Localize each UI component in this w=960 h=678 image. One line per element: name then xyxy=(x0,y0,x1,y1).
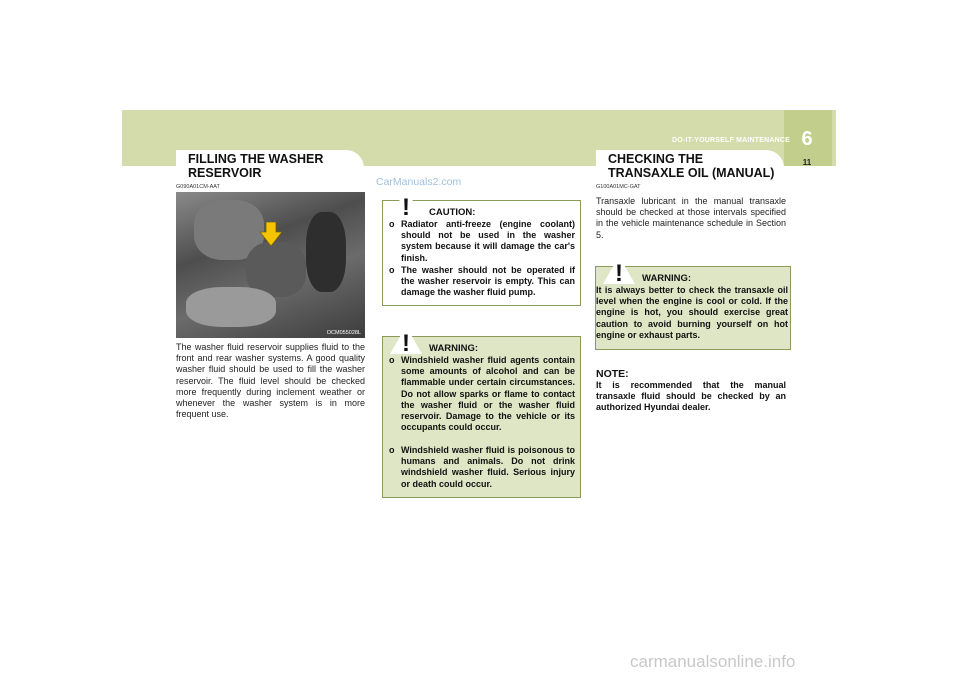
hose-shape xyxy=(306,212,346,292)
warning-triangle-icon xyxy=(602,255,636,285)
right-reference-code: G100A01MC-GAT xyxy=(596,184,641,190)
warning-item-2 xyxy=(389,445,575,491)
left-reference-code: G090A01CM-AAT xyxy=(176,184,220,190)
left-section-title xyxy=(188,152,323,180)
washer-warning-box xyxy=(382,330,581,498)
caution-item-text: The washer should not be operated if the washer reservoir is empty. This can damage the washer fluid pump. xyxy=(401,265,575,298)
warning-triangle-icon xyxy=(389,189,423,219)
right-section-title xyxy=(608,152,774,180)
note-text: It is recommended that the manual transaxle fluid should be checked by an authorized Hyundai dealer. xyxy=(596,380,786,413)
warning-item-text: Windshield washer fluid is poisonous to humans and animals. Do not drink windshield washer fluid. Serious injury or death could occur. xyxy=(401,445,575,489)
body-panel-shape xyxy=(186,287,276,327)
warning-title: WARNING: xyxy=(429,343,479,354)
transaxle-warning-text: It is always better to check the transaxle oil level when the engine is cool or cold. If the engine is hot, you should exercise great caution to avoid burning yourself on hot engine or exhaust parts. xyxy=(596,285,788,340)
bullet: o xyxy=(389,445,395,455)
svg-text:!: ! xyxy=(402,330,410,355)
caution-title: CAUTION: xyxy=(429,207,476,218)
warning-item-1 xyxy=(389,355,575,445)
washer-reservoir-photo xyxy=(176,192,365,338)
transaxle-warning-title: WARNING: xyxy=(642,273,692,284)
warning-triangle-icon xyxy=(389,325,423,355)
svg-text:!: ! xyxy=(402,194,410,219)
caution-item-2 xyxy=(389,265,575,299)
warning-item-text: Windshield washer fluid agents contain some amounts of alcohol and can be flammable under certain circumstances. Do not allow sparks or flame to contact the washer fluid or the washer fluid reservoir. Damage to the vehicle or its occupants could occur. xyxy=(401,355,575,433)
page-number: 11 xyxy=(802,158,812,167)
image-caption: OCM055028L xyxy=(326,330,361,336)
transaxle-warning-box xyxy=(595,260,791,350)
caution-item-1 xyxy=(389,219,575,263)
section-number: 6 xyxy=(801,128,813,150)
bullet: o xyxy=(389,219,395,229)
right-body-text: Transaxle lubricant in the manual transaxle should be checked at those intervals specified in the vehicle maintenance schedule in Section 5. xyxy=(596,196,786,240)
footer-watermark: carmanualsonline.info xyxy=(630,652,796,671)
section-header-title: DO-IT-YOURSELF MAINTENANCE xyxy=(672,137,790,144)
bullet: o xyxy=(389,265,395,275)
bullet: o xyxy=(389,355,395,365)
arrow-down-icon xyxy=(260,222,282,246)
note-label: NOTE: xyxy=(596,368,629,380)
caution-box xyxy=(382,194,581,306)
left-title-line-1: FILLING THE WASHER xyxy=(188,152,324,166)
svg-text:!: ! xyxy=(615,260,623,285)
right-title-line-1: CHECKING THE xyxy=(608,152,704,166)
caution-item-text: Radiator anti-freeze (engine coolant) should not be used in the washer system because it will damage the car's finish. xyxy=(401,219,575,263)
left-body-text: The washer fluid reservoir supplies fluid to the front and rear washer systems. A good quality washer fluid should be used to fill the washer reservoir. The fluid level should be checked more frequently during inclement weather or whenever the washer system is in more frequent use. xyxy=(176,342,365,420)
left-title-line-2: RESERVOIR xyxy=(188,166,262,180)
right-title-line-2: TRANSAXLE OIL (MANUAL) xyxy=(608,166,775,180)
watermark-carmanuals2: CarManuals2.com xyxy=(376,176,462,188)
